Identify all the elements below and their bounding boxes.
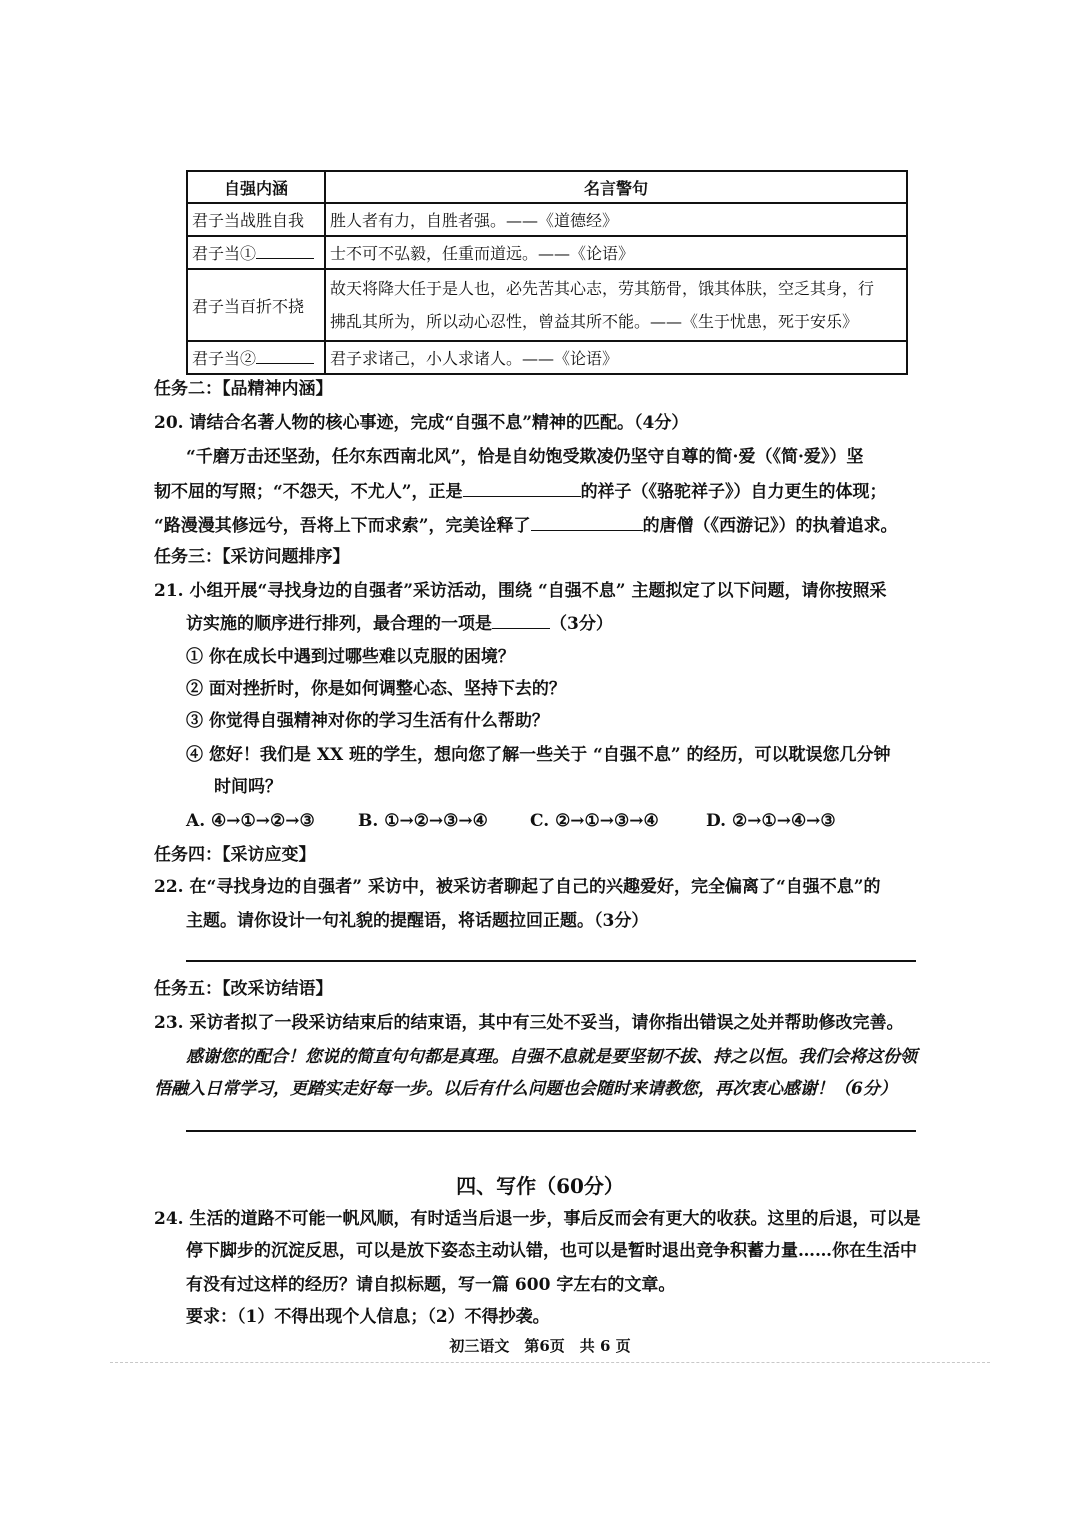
q21-option-c[interactable]: C. ②→①→③→④ xyxy=(530,811,659,831)
q21-item: ① 你在成长中遇到过哪些难以克服的困境？ xyxy=(186,647,515,667)
table-cell-quote: 士不可不弘毅，任重而道远。——《论语》 xyxy=(325,236,907,269)
q21-item: ④ 您好！我们是 XX 班的学生，想向您了解一些关于 “自强不息” 的经历，可以耽误您几分钟 xyxy=(186,745,891,765)
table-cell-quote: 胜人者有力，自胜者强。——《道德经》 xyxy=(325,203,907,236)
q20-line3 xyxy=(154,514,898,537)
q24-line2: 停下脚步的沉淀反思，可以是放下姿态主动认错，也可以是暂时退出竞争积蓄力量……你在生活中 xyxy=(186,1241,917,1261)
q20-line2-a: 韧不屈的写照；“不怨天，不尤人”，正是 xyxy=(154,482,463,502)
q24-line3: 有没有过这样的经历？请自拟标题，写一篇 600 字左右的文章。 xyxy=(186,1275,676,1295)
table-cell-meaning xyxy=(187,236,325,269)
q21-line1: 21. 小组开展“寻找身边的自强者”采访活动，围绕 “自强不息” 主题拟定了以下问题，请你按照采 xyxy=(154,581,887,601)
q20-stem: 20. 请结合名著人物的核心事迹，完成“自强不息”精神的匹配。（4分） xyxy=(154,413,689,433)
task5-title: 任务五：【改采访结语】 xyxy=(154,979,333,999)
q22-line1: 22. 在“寻找身边的自强者” 采访中，被采访者聊起了自己的兴趣爱好，完全偏离了“自强不息”的 xyxy=(154,877,881,897)
quote-line: 故天将降大任于是人也，必先苦其心志，劳其筋骨，饿其体肤，空乏其身，行 xyxy=(330,279,875,298)
answer-line-q22[interactable] xyxy=(186,960,916,962)
table-cell-quote xyxy=(325,269,907,341)
answer-blank-q21[interactable] xyxy=(492,612,550,629)
q21-item-cont: 时间吗？ xyxy=(214,777,282,797)
table-row xyxy=(187,203,907,236)
answer-line-q23[interactable] xyxy=(186,1130,916,1132)
table-header-meaning: 自强内涵 xyxy=(187,171,325,203)
q21-item: ③ 你觉得自强精神对你的学习生活有什么帮助？ xyxy=(186,711,549,731)
q22-line2: 主题。请你设计一句礼貌的提醒语，将话题拉回正题。（3分） xyxy=(186,911,649,931)
answer-blank-1[interactable] xyxy=(256,242,314,259)
table-cell-meaning: 君子当战胜自我 xyxy=(187,203,325,236)
q20-line2 xyxy=(154,480,887,503)
q20-line3-b: 的唐僧（《西游记》）的执着追求。 xyxy=(642,516,898,536)
q20-line1: “千磨万击还坚劲，任尔东西南北风”，恰是自幼饱受欺凌仍坚守自尊的简·爱（《简·爱》）坚 xyxy=(186,447,864,467)
meaning-text: 君子当① xyxy=(192,244,257,263)
q24-line1: 24. 生活的道路不可能一帆风顺，有时适当后退一步，事后反而会有更大的收获。这里的后退，可以是 xyxy=(154,1209,921,1229)
q23-line3: 悟融入日常学习，更踏实走好每一步。以后有什么问题也会随时来请教您，再次衷心感谢！（6分） xyxy=(154,1079,897,1099)
q21-line2-a: 访实施的顺序进行排列，最合理的一项是 xyxy=(186,614,492,634)
section-title: 四、写作（60分） xyxy=(456,1174,624,1198)
q21-line2-b: （3分） xyxy=(550,614,613,634)
table-header-quote: 名言警句 xyxy=(325,171,907,203)
page-footer: 初三语文 第6页 共 6 页 xyxy=(449,1337,631,1355)
task4-title: 任务四：【采访应变】 xyxy=(154,845,316,865)
quote-line: 拂乱其所为，所以动心忍性，曾益其所不能。——《生于忧患，死于安乐》 xyxy=(330,312,859,331)
answer-blank-q20-a[interactable] xyxy=(463,480,581,497)
footer-divider xyxy=(110,1362,990,1363)
table-row xyxy=(187,341,907,374)
table-row xyxy=(187,236,907,269)
task2-title: 任务二：【品精神内涵】 xyxy=(154,379,333,399)
task3-title: 任务三：【采访问题排序】 xyxy=(154,547,350,567)
quote-table xyxy=(186,170,908,375)
table-cell-quote: 君子求诸己，小人求诸人。——《论语》 xyxy=(325,341,907,374)
q21-option-a[interactable]: A. ④→①→②→③ xyxy=(186,811,315,831)
q21-option-d[interactable]: D. ②→①→④→③ xyxy=(706,811,836,831)
answer-blank-q20-b[interactable] xyxy=(531,514,643,531)
q24-requirement: 要求：（1）不得出现个人信息；（2）不得抄袭。 xyxy=(186,1307,550,1327)
meaning-text: 君子当② xyxy=(192,349,257,368)
table-cell-meaning: 君子当百折不挠 xyxy=(187,269,325,341)
table-cell-meaning xyxy=(187,341,325,374)
table-row xyxy=(187,269,907,341)
q21-line2 xyxy=(186,612,613,635)
q21-item: ② 面对挫折时，你是如何调整心态、坚持下去的？ xyxy=(186,679,566,699)
q20-line2-b: 的祥子（《骆驼祥子》）自力更生的体现； xyxy=(580,482,887,502)
q21-option-b[interactable]: B. ①→②→③→④ xyxy=(358,811,488,831)
q23-line1: 23. 采访者拟了一段采访结束后的结束语，其中有三处不妥当，请你指出错误之处并帮助修改完善。 xyxy=(154,1013,904,1033)
q20-line3-a: “路漫漫其修远兮，吾将上下而求索”，完美诠释了 xyxy=(154,516,531,536)
answer-blank-2[interactable] xyxy=(256,347,314,364)
q23-line2: 感谢您的配合！您说的简直句句都是真理。自强不息就是要坚韧不拔、持之以恒。我们会将这份领 xyxy=(186,1047,917,1067)
